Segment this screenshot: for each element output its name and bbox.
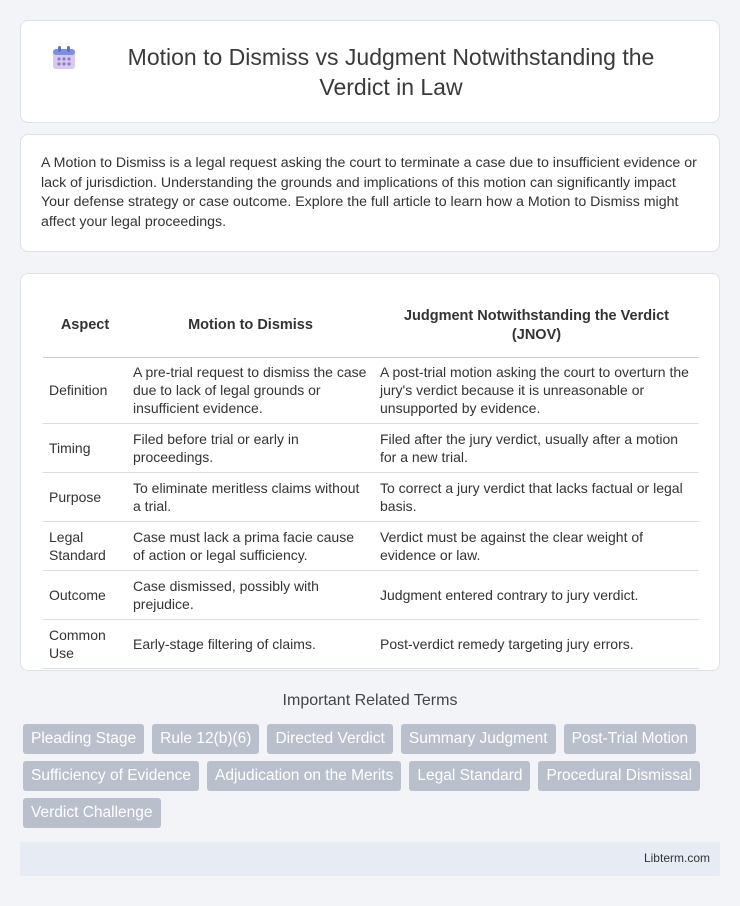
footer-brand[interactable]: Libterm.com	[643, 851, 710, 865]
row-motion: Case dismissed, possibly with prejudice.	[127, 570, 374, 619]
tag-rule-12b6[interactable]: Rule 12(b)(6)	[152, 724, 259, 754]
row-motion: To eliminate meritless claims without a trial.	[127, 472, 374, 521]
comparison-card	[20, 273, 720, 671]
tag-adjudication-on-the-merits[interactable]: Adjudication on the Merits	[207, 761, 401, 791]
header-aspect: Aspect	[43, 295, 127, 357]
tag-verdict-challenge[interactable]: Verdict Challenge	[23, 798, 161, 828]
table-row	[43, 619, 699, 668]
row-jnov: Judgment entered contrary to jury verdict.	[374, 570, 699, 619]
tag-summary-judgment[interactable]: Summary Judgment	[401, 724, 556, 754]
table-row	[43, 423, 699, 472]
tag-post-trial-motion[interactable]: Post-Trial Motion	[564, 724, 697, 754]
row-jnov: Post-verdict remedy targeting jury errors.	[374, 619, 699, 668]
related-terms-tags	[23, 724, 723, 828]
tag-legal-standard[interactable]: Legal Standard	[409, 761, 530, 791]
row-aspect: Timing	[43, 423, 127, 472]
intro-card	[20, 134, 720, 252]
row-aspect: Definition	[43, 357, 127, 423]
table-row	[43, 472, 699, 521]
row-jnov: Verdict must be against the clear weight of evidence or law.	[374, 521, 699, 570]
row-motion: Early-stage filtering of claims.	[127, 619, 374, 668]
tag-pleading-stage[interactable]: Pleading Stage	[23, 724, 144, 754]
row-jnov: To correct a jury verdict that lacks factual or legal basis.	[374, 472, 699, 521]
title-wrap	[50, 42, 690, 102]
table-row	[43, 570, 699, 619]
title-card	[20, 20, 720, 123]
row-motion: Case must lack a prima facie cause of action or legal sufficiency.	[127, 521, 374, 570]
tag-procedural-dismissal[interactable]: Procedural Dismissal	[538, 761, 700, 791]
calendar-icon	[50, 44, 78, 72]
row-jnov: A post-trial motion asking the court to overturn the jury's verdict because it is unreasonable or unsupported by evidence.	[374, 357, 699, 423]
row-aspect: Purpose	[43, 472, 127, 521]
table-header-row	[43, 295, 699, 357]
row-motion: Filed before trial or early in proceedings.	[127, 423, 374, 472]
row-aspect: Common Use	[43, 619, 127, 668]
related-terms-title: Important Related Terms	[282, 692, 458, 709]
comparison-table	[43, 295, 699, 669]
table-row	[43, 521, 699, 570]
row-motion: A pre-trial request to dismiss the case due to lack of legal grounds or insufficient evidence.	[127, 357, 374, 423]
header-jnov: Judgment Notwithstanding the Verdict (JNOV)	[374, 295, 699, 357]
row-aspect: Legal Standard	[43, 521, 127, 570]
row-jnov: Filed after the jury verdict, usually after a motion for a new trial.	[374, 423, 699, 472]
table-row	[43, 357, 699, 423]
intro-text: A Motion to Dismiss is a legal request asking the court to terminate a case due to insufficient evidence or lack of jurisdiction. Understanding the grounds and implications of this motion can significantly impact Your defense strategy or case outcome. Explore the full article to learn how a Motion to Dismiss might affect your legal proceedings.	[41, 155, 697, 230]
header-motion-to-dismiss: Motion to Dismiss	[127, 295, 374, 357]
footer	[20, 842, 720, 876]
tag-sufficiency-of-evidence[interactable]: Sufficiency of Evidence	[23, 761, 199, 791]
tag-directed-verdict[interactable]: Directed Verdict	[267, 724, 392, 754]
page-title: Motion to Dismiss vs Judgment Notwithstanding the Verdict in Law	[127, 43, 655, 100]
row-aspect: Outcome	[43, 570, 127, 619]
